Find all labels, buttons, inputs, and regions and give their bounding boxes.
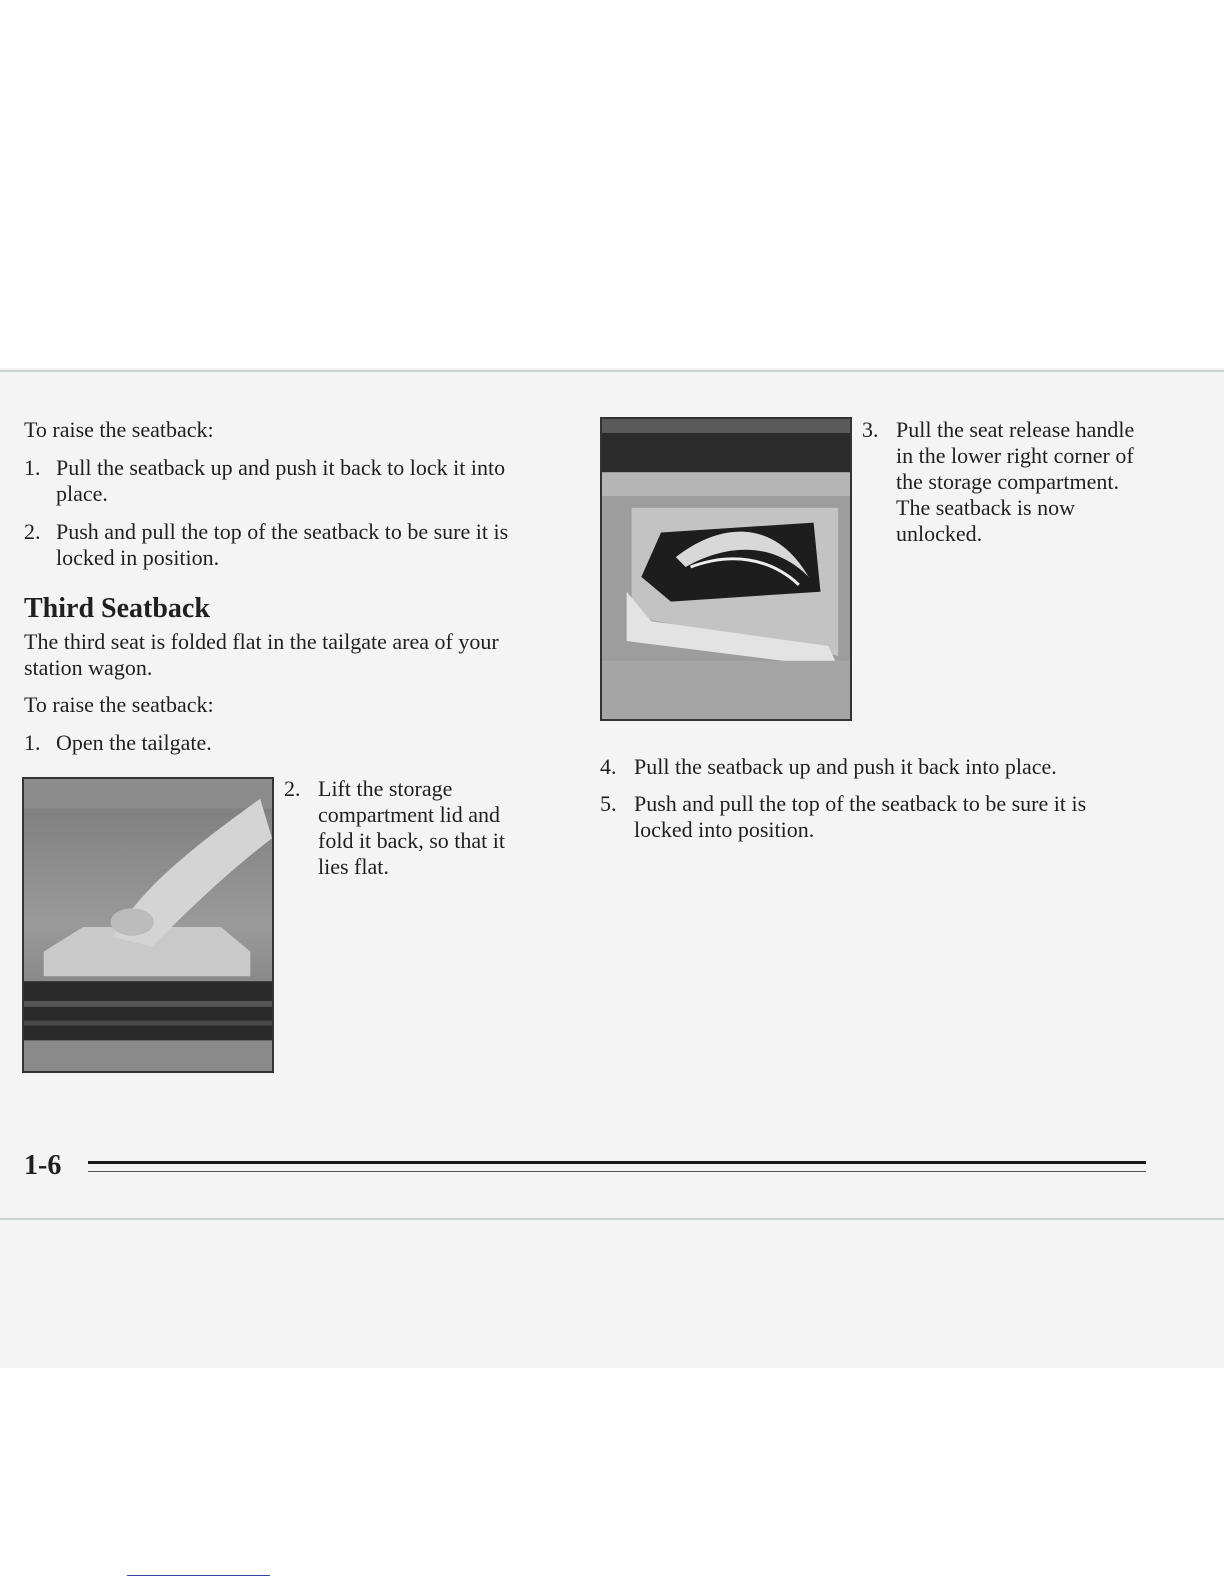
section-paragraph: The third seat is folded flat in the tailgate area of your station wagon. — [24, 629, 499, 680]
list-item — [600, 791, 1140, 843]
step-text: Pull the seat release handle in the lower right corner of the storage compartment. The seatback is now unlocked. — [896, 417, 1135, 546]
step-number: 1. — [24, 730, 41, 755]
footer-rule-thin — [88, 1171, 1146, 1172]
step-number: 4. — [600, 754, 617, 779]
list-item — [24, 730, 544, 756]
list-item — [24, 519, 544, 571]
section-heading: Third Seatback — [24, 593, 210, 624]
raise-seatback-intro-2: To raise the seatback: — [24, 692, 214, 717]
storage-lid-photo — [22, 777, 274, 1073]
raise-seatback-intro: To raise the seatback: — [24, 417, 214, 442]
list-item — [600, 754, 1140, 780]
step-number: 3. — [862, 417, 879, 442]
step-number: 2. — [284, 776, 301, 801]
list-item — [284, 776, 524, 880]
band-bottom-divider — [0, 1218, 1224, 1220]
list-item — [862, 417, 1142, 547]
storage-lid-illustration — [24, 779, 272, 1071]
link-underline — [127, 1575, 270, 1576]
step-text: Open the tailgate. — [56, 730, 212, 755]
step-number: 2. — [24, 519, 41, 544]
list-item — [24, 455, 544, 507]
step-text: Push and pull the top of the seatback to be sure it is locked in position. — [56, 519, 509, 570]
step-text: Lift the storage compartment lid and fold it back, so that it lies flat. — [318, 776, 505, 879]
seat-release-handle-illustration — [602, 419, 850, 719]
step-number: 1. — [24, 455, 41, 480]
step-number: 5. — [600, 791, 617, 816]
step-text: Push and pull the top of the seatback to be sure it is locked into position. — [634, 791, 1087, 842]
footer-rule-thick — [88, 1161, 1146, 1164]
page-number: 1-6 — [24, 1150, 62, 1181]
step-text: Pull the seatback up and push it back to lock it into place. — [56, 455, 506, 506]
band-top-divider — [0, 370, 1224, 372]
step-text: Pull the seatback up and push it back into place. — [634, 754, 1057, 779]
seat-release-handle-photo — [600, 417, 852, 721]
